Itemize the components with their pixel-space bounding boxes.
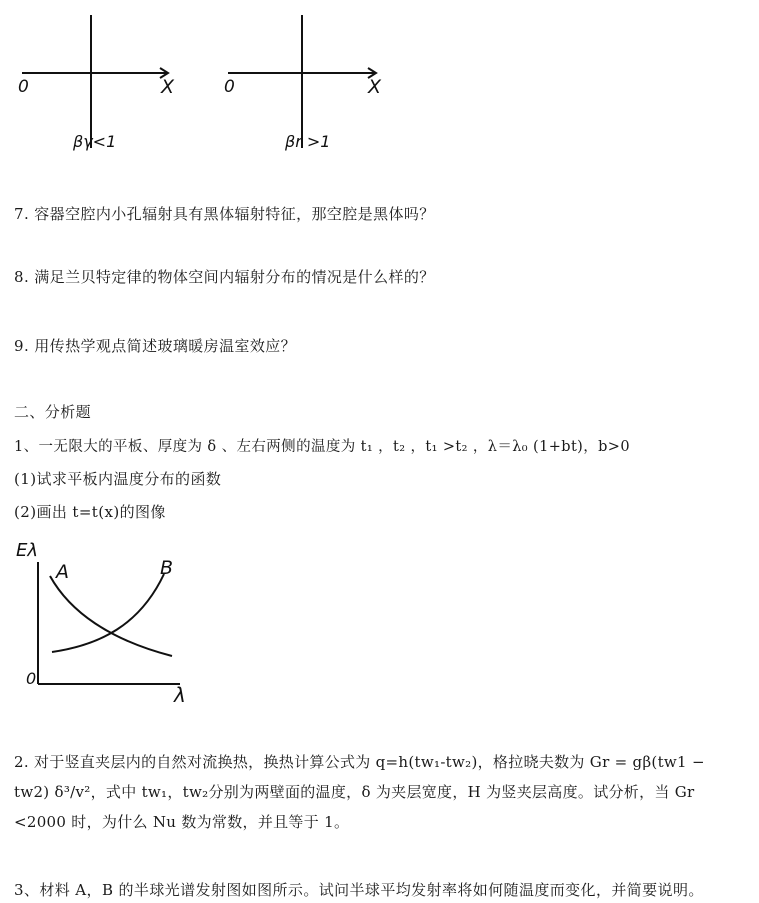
spectrum-plot-x-label: λ (174, 683, 186, 707)
question-8: 8. 满足兰贝特定律的物体空间内辐射分布的情况是什么样的？ (14, 268, 435, 286)
problem-1-statement: 1、一无限大的平板、厚度为 δ 、左右两侧的温度为 t₁ ，t₂ ，t₁ >t₂ ，λ＝λ₀ (1+bt)，b>0 (14, 439, 630, 455)
sketch-plot-1-caption: βγ<1 (73, 132, 117, 151)
problem-2-line-3: <2000 时，为什么 Nu 数为常数，并且等于 1。 (14, 813, 350, 831)
curve-a-label: A (56, 561, 69, 583)
problem-1-part-1: (1)试求平板内温度分布的函数 (14, 470, 222, 488)
sketch-plot-2-origin: 0 (224, 77, 235, 97)
curve-a (50, 576, 172, 656)
question-9: 9. 用传热学观点简述玻璃暖房温室效应？ (14, 337, 297, 355)
sketch-plot-1-origin: 0 (18, 77, 29, 97)
problem-2 (14, 747, 750, 837)
problem-2-line-2: tw2) δ³/v²，式中 tw₁，tw₂分别为两壁面的温度，δ 为夹层宽度，H 为竖夹层高度。试分析，当 Gr (14, 783, 695, 801)
spectrum-plot-origin: 0 (26, 669, 37, 688)
sketch-plot-1-x-label: X (161, 76, 175, 98)
sketch-plot-2-x-label: X (368, 76, 382, 98)
problem-1-part-2: (2)画出 t=t(x)的图像 (14, 503, 166, 521)
problem-3: 3、材料 A，B 的半球光谱发射图如图所示。试问半球平均发射率将如何随温度而变化，并简要说明。 (14, 881, 704, 899)
section-heading: 二、分析题 (14, 403, 92, 421)
problem-2-line-1: 2. 对于竖直夹层内的自然对流换热，换热计算公式为 q=h(tw₁-tw₂)，格拉晓夫数为 Gr = gβ(tw1 − (14, 753, 705, 771)
spectrum-plot (0, 0, 220, 720)
question-7: 7. 容器空腔内小孔辐射具有黑体辐射特征，那空腔是黑体吗？ (14, 205, 435, 223)
curve-b-label: B (160, 557, 174, 579)
sketch-plot-2-caption: βr >1 (285, 132, 331, 151)
curve-b (52, 574, 164, 652)
spectrum-plot-y-label: Eλ (16, 540, 39, 561)
